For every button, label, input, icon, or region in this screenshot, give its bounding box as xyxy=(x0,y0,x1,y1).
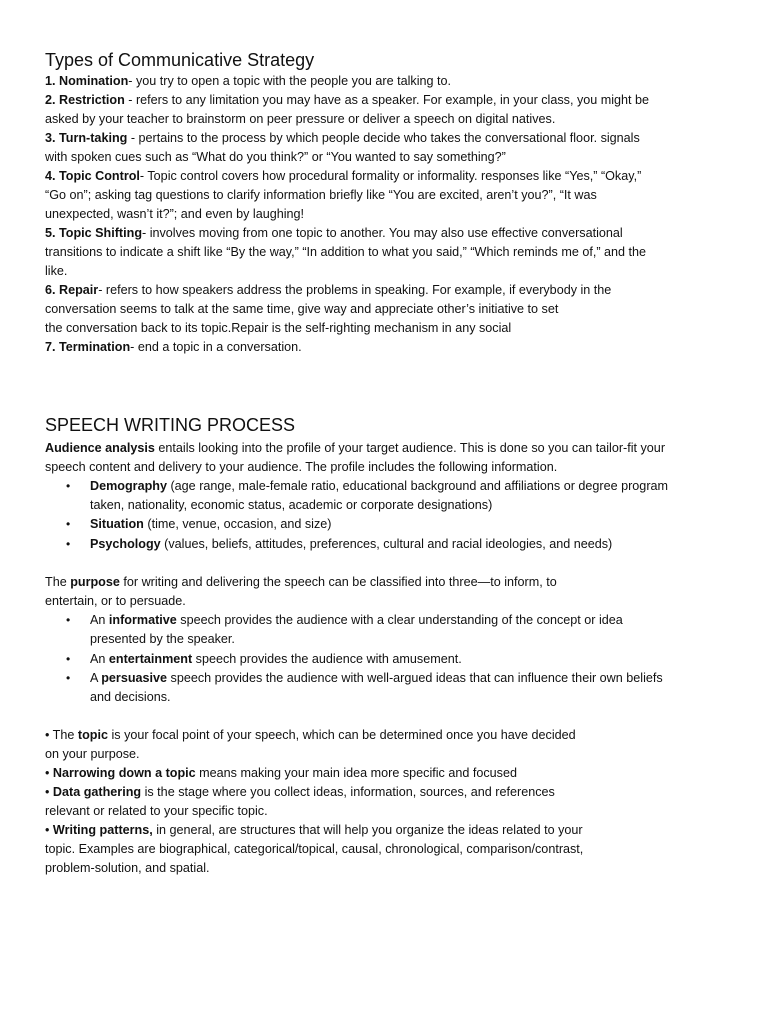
term: Data gathering xyxy=(52,785,142,799)
text: in general, are structures that will help you organize the ideas related to your xyxy=(152,823,583,837)
purpose-bullet-informative xyxy=(90,611,623,630)
strategy-item-5 xyxy=(45,224,623,243)
strategy-item-7 xyxy=(45,338,302,357)
strategy-item-3-cont: with spoken cues such as “What do you think?” or “You wanted to say something?” xyxy=(45,150,506,164)
term: 7. Termination xyxy=(45,340,131,354)
writing-patterns-bullet-cont: problem-solution, and spatial. xyxy=(45,861,210,875)
strategy-item-6-cont: conversation seems to talk at the same time, give way and appreciate other’s initiative to set xyxy=(45,302,559,316)
definition: - Topic control covers how procedural formality or informality. responses like “Yes,” “Okay,” xyxy=(139,169,642,183)
text: speech provides the audience with amusement. xyxy=(192,652,462,666)
strategy-item-1 xyxy=(45,72,451,91)
text: speech provides the audience with well-argued ideas that can influence their own beliefs xyxy=(167,671,663,685)
strategy-item-6 xyxy=(45,281,611,300)
term: entertainment xyxy=(108,652,193,666)
writing-patterns-bullet-cont: topic. Examples are biographical, categorical/topical, causal, chronological, comparison/contrast, xyxy=(45,842,584,856)
audience-bullet-demography-cont: taken, nationality, economic status, academic or corporate designations) xyxy=(90,498,493,512)
audience-bullet-demography xyxy=(90,477,668,496)
audience-bullet-situation xyxy=(90,515,331,534)
text: • xyxy=(45,785,53,799)
text: • The xyxy=(45,728,78,742)
definition: - refers to any limitation you may have as a speaker. For example, in your class, you might be xyxy=(124,93,650,107)
definition: - you try to open a topic with the people you are talking to. xyxy=(128,74,451,88)
definition: - end a topic in a conversation. xyxy=(130,340,302,354)
text: entails looking into the profile of your target audience. This is done so you can tailor-fit your xyxy=(154,441,666,455)
purpose-bullet-persuasive-cont: and decisions. xyxy=(90,690,171,704)
section-title-speech-writing: SPEECH WRITING PROCESS xyxy=(45,415,296,435)
strategy-item-4-cont: “Go on”; asking tag questions to clarify information briefly like “You are excited, aren’t you?”, “It was xyxy=(45,188,597,202)
bullet-icon: • xyxy=(66,652,71,666)
purpose-bullet-informative-cont: presented by the speaker. xyxy=(90,632,235,646)
strategy-item-5-cont: like. xyxy=(45,264,68,278)
bullet-icon: • xyxy=(66,479,71,493)
definition: - involves moving from one topic to another. You may also use effective conversational xyxy=(142,226,623,240)
bullet-icon: • xyxy=(66,537,71,551)
text: (time, venue, occasion, and size) xyxy=(143,517,332,531)
narrowing-bullet xyxy=(45,764,517,783)
bullet-icon: • xyxy=(66,671,71,685)
term: Situation xyxy=(90,517,144,531)
strategy-item-4-cont: unexpected, wasn’t it?”; and even by laughing! xyxy=(45,207,305,221)
bullet-icon: • xyxy=(66,613,71,627)
strategy-item-2-cont: asked by your teacher to brainstorm on peer pressure or deliver a speech on digital natives. xyxy=(45,112,556,126)
strategy-item-4 xyxy=(45,167,641,186)
audience-analysis-intro-cont: speech content and delivery to your audience. The profile includes the following information. xyxy=(45,460,558,474)
term: Audience analysis xyxy=(45,441,155,455)
strategy-item-3 xyxy=(45,129,640,148)
term: 2. Restriction xyxy=(45,93,125,107)
purpose-intro-cont: entertain, or to persuade. xyxy=(45,594,186,608)
topic-bullet xyxy=(45,726,576,745)
term: Psychology xyxy=(90,537,161,551)
term: topic xyxy=(77,728,108,742)
text: (values, beliefs, attitudes, preferences, cultural and racial ideologies, and needs) xyxy=(160,537,613,551)
definition: - refers to how speakers address the problems in speaking. For example, if everybody in the xyxy=(98,283,612,297)
data-gathering-bullet-cont: relevant or related to your specific topic. xyxy=(45,804,268,818)
section-title-communicative-strategy: Types of Communicative Strategy xyxy=(45,50,315,70)
text: A xyxy=(90,671,102,685)
strategy-item-2 xyxy=(45,91,649,110)
text: (age range, male-female ratio, educational background and affiliations or degree program xyxy=(166,479,669,493)
strategy-item-6-cont: the conversation back to its topic.Repair is the self-righting mechanism in any social xyxy=(45,321,512,335)
term: 5. Topic Shifting xyxy=(45,226,143,240)
term: informative xyxy=(108,613,177,627)
term: Writing patterns, xyxy=(52,823,153,837)
text: The xyxy=(45,575,71,589)
audience-analysis-intro xyxy=(45,439,665,458)
data-gathering-bullet xyxy=(45,783,555,802)
topic-bullet-cont: on your purpose. xyxy=(45,747,140,761)
term: Demography xyxy=(90,479,167,493)
writing-patterns-bullet xyxy=(45,821,583,840)
term: purpose xyxy=(70,575,120,589)
text: An xyxy=(90,613,109,627)
purpose-intro xyxy=(45,573,557,592)
strategy-item-5-cont: transitions to indicate a shift like “By the way,” “In addition to what you said,” “Which reminds me of,” and the xyxy=(45,245,647,259)
purpose-bullet-persuasive xyxy=(90,669,663,688)
audience-bullet-psychology xyxy=(90,535,612,554)
text: for writing and delivering the speech can be classified into three—to inform, to xyxy=(119,575,557,589)
term: persuasive xyxy=(101,671,168,685)
purpose-bullet-entertainment xyxy=(90,650,462,669)
term: Narrowing down a topic xyxy=(52,766,196,780)
term: 6. Repair xyxy=(45,283,99,297)
text: is your focal point of your speech, which can be determined once you have decided xyxy=(107,728,576,742)
term: 1. Nomination xyxy=(45,74,129,88)
definition: - pertains to the process by which people decide who takes the conversational floor. signals xyxy=(127,131,640,145)
text: • xyxy=(45,823,53,837)
text: • xyxy=(45,766,53,780)
text: is the stage where you collect ideas, information, sources, and references xyxy=(141,785,555,799)
term: 4. Topic Control xyxy=(45,169,140,183)
text: means making your main idea more specific and focused xyxy=(195,766,517,780)
text: speech provides the audience with a clear understanding of the concept or idea xyxy=(176,613,623,627)
text: An xyxy=(90,652,109,666)
term: 3. Turn-taking xyxy=(45,131,128,145)
bullet-icon: • xyxy=(66,517,71,531)
